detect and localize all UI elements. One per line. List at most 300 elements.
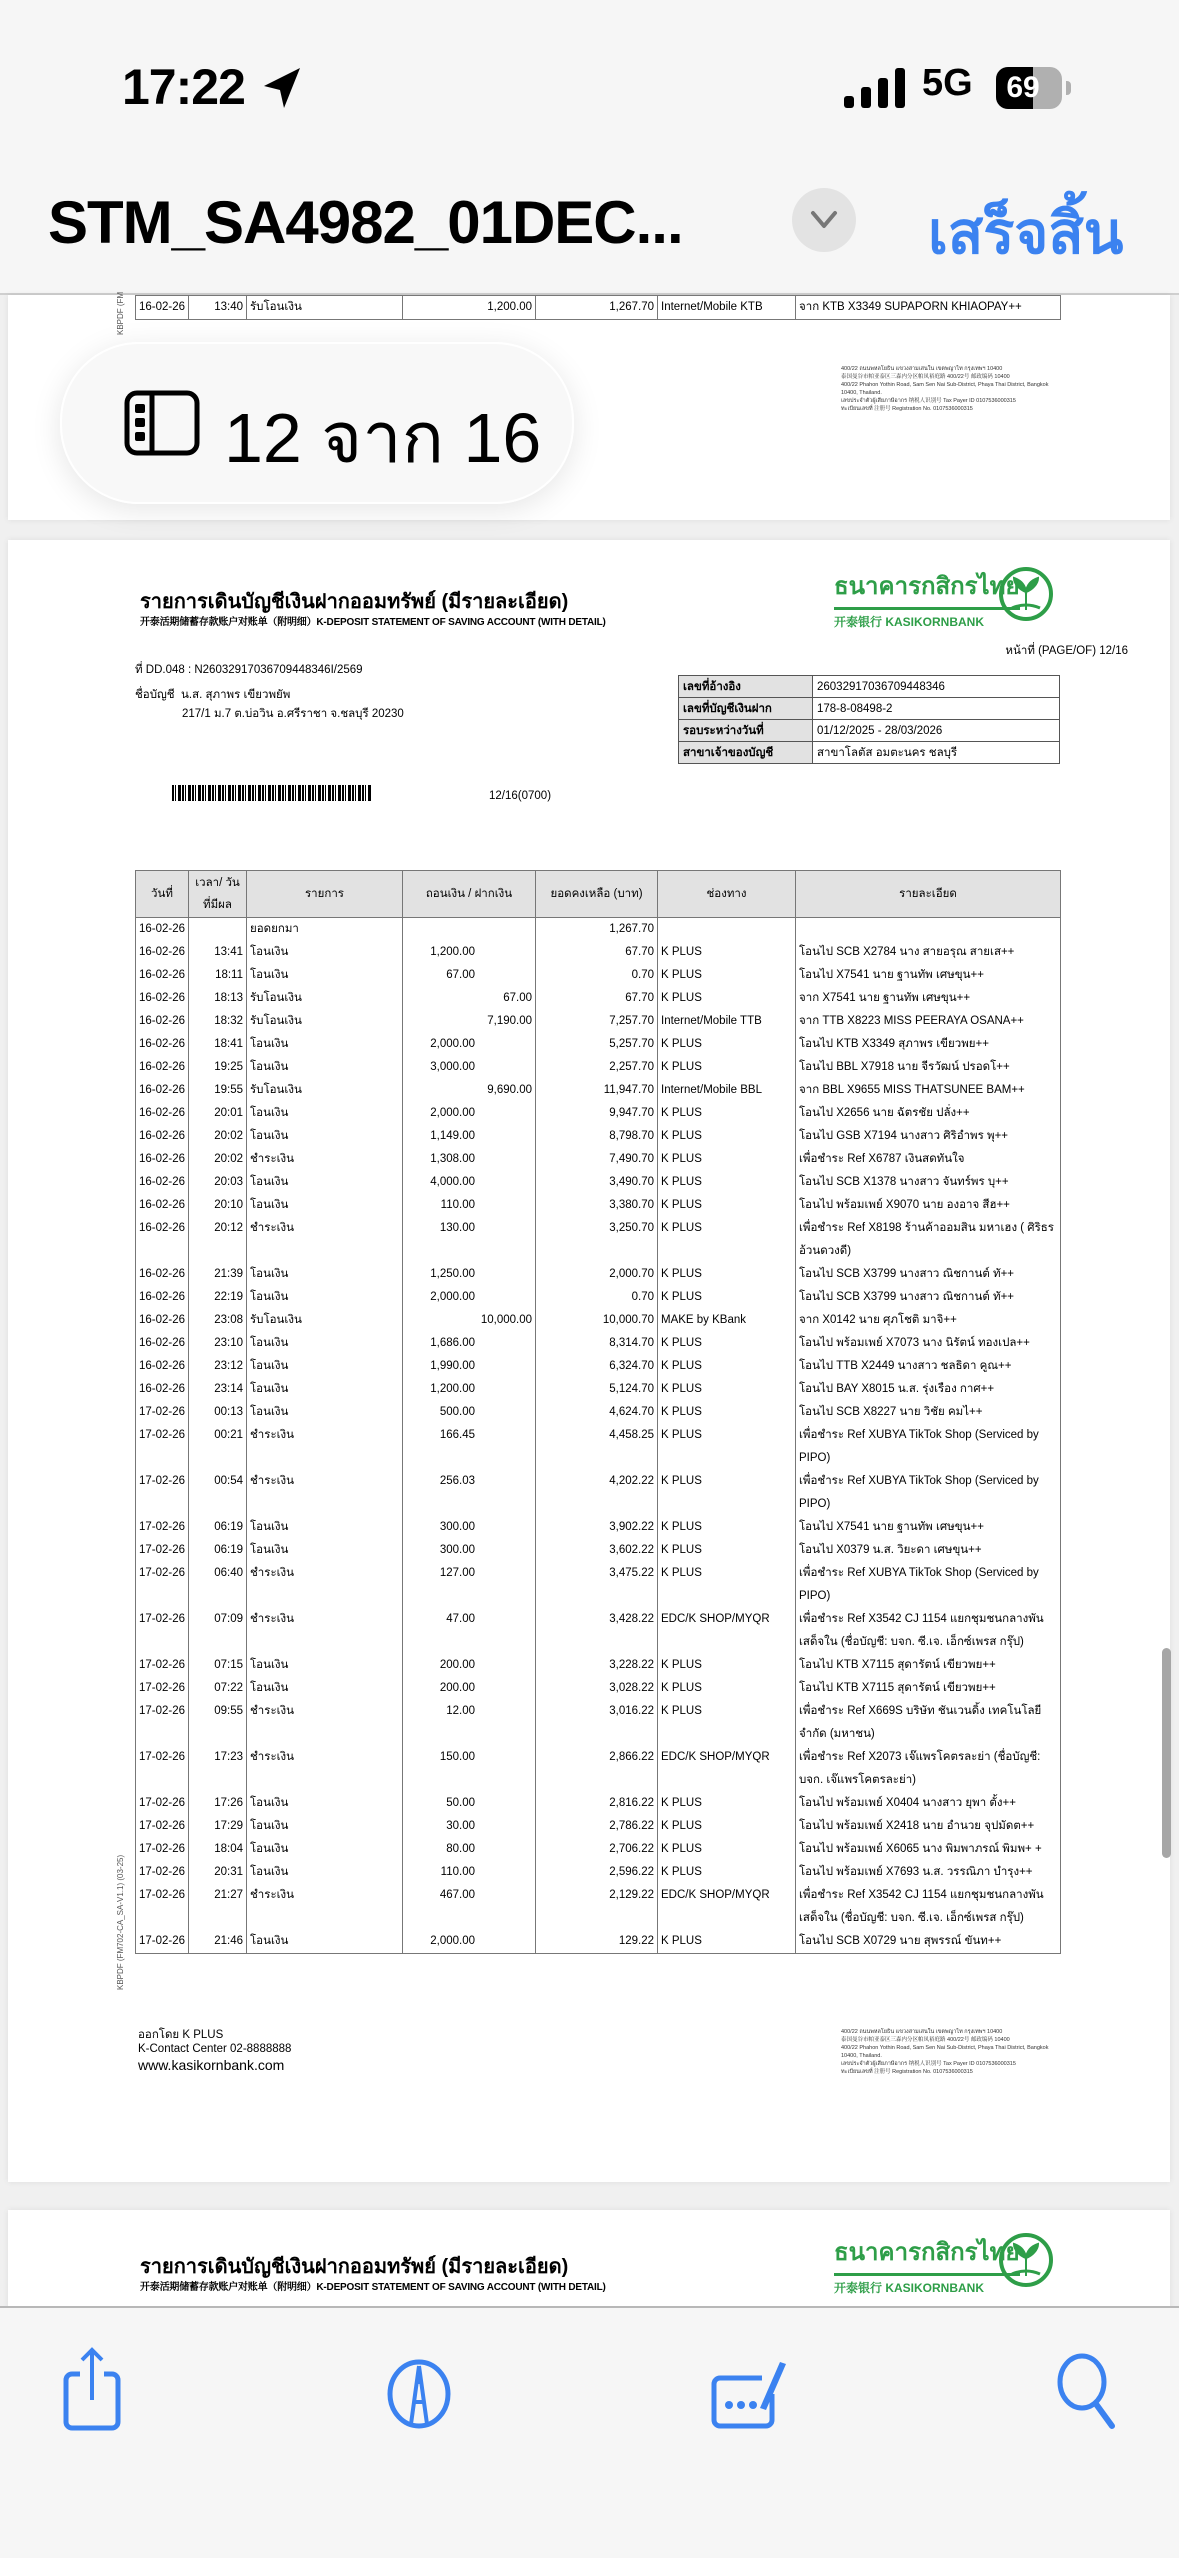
cell-amount: 467.00: [403, 1884, 536, 1930]
share-icon: [50, 2344, 140, 2434]
col-amount: ถอนเงิน / ฝากเงิน: [403, 871, 536, 918]
cell-type: โอนเงิน: [247, 1171, 403, 1194]
cell-channel: K PLUS: [658, 1562, 796, 1608]
cell-amount: 3,000.00: [403, 1056, 536, 1079]
cell-channel: K PLUS: [658, 1355, 796, 1378]
cell-time: 23:08: [189, 1309, 247, 1332]
cell-time: 20:01: [189, 1102, 247, 1125]
cell-time: 23:14: [189, 1378, 247, 1401]
cell-channel: K PLUS: [658, 1654, 796, 1677]
cell-type: โอนเงิน: [247, 1056, 403, 1079]
cell-type: โอนเงิน: [247, 1516, 403, 1539]
cell-balance: 2,129.22: [536, 1884, 658, 1930]
cell-date: 16-02-26: [136, 1263, 189, 1286]
table-row: [136, 964, 1061, 987]
cell-amount: 200.00: [403, 1654, 536, 1677]
cell-date: 17-02-26: [136, 1746, 189, 1792]
cell-detail: โอนไป พร้อมเพย์ X6065 นาง พิมพาภรณ์ พิมพ+ +: [796, 1838, 1061, 1861]
markup-pen-icon: [375, 2344, 465, 2434]
cell-balance: 3,250.70: [536, 1217, 658, 1263]
cell-type: โอนเงิน: [247, 1033, 403, 1056]
cell-detail: โอนไป SCB X1378 นางสาว จันทร์พร บุ++: [796, 1171, 1061, 1194]
bank-website: www.kasikornbank.com: [138, 2057, 285, 2073]
cell-amount: 67.00: [403, 987, 536, 1010]
cell-detail: จาก TTB X8223 MISS PEERAYA OSANA++: [796, 1010, 1061, 1033]
table-row: [136, 1562, 1061, 1608]
cell-detail: โอนไป GSB X7194 นางสาว ศิริอำพร พุ++: [796, 1125, 1061, 1148]
cell-balance: 3,490.70: [536, 1171, 658, 1194]
cell-type: ชำระเงิน: [247, 1608, 403, 1654]
cell-balance: 8,314.70: [536, 1332, 658, 1355]
cell-date: 16-02-26: [136, 1102, 189, 1125]
cell-type: ชำระเงิน: [247, 1700, 403, 1746]
cell-type: รับโอนเงิน: [247, 1309, 403, 1332]
cell-detail: เพื่อชำระ Ref X8198 ร้านค้าออมสิน มหาเฮง ( ศิริธร อ้วนดวงดี): [796, 1217, 1061, 1263]
cell-time: 20:31: [189, 1861, 247, 1884]
cell-amount: 1,308.00: [403, 1148, 536, 1171]
kbank-leaf-logo-icon: [998, 566, 1054, 622]
cell-date: 16-02-26: [136, 1125, 189, 1148]
cell-time: [189, 918, 247, 942]
cell-channel: K PLUS: [658, 1378, 796, 1401]
cell-amount: 1,200.00: [403, 1378, 536, 1401]
cell-channel: K PLUS: [658, 964, 796, 987]
info-row-account-number: เลขที่บัญชีเงินฝาก 178-8-08498-2: [679, 698, 1060, 720]
cell-amount: 2,000.00: [403, 1930, 536, 1954]
cell-channel: K PLUS: [658, 1217, 796, 1263]
cell-type: รับโอนเงิน: [247, 1079, 403, 1102]
cell-time: 20:03: [189, 1171, 247, 1194]
cell-time: 21:27: [189, 1884, 247, 1930]
cell-amount: 7,190.00: [403, 1010, 536, 1033]
cell-channel: K PLUS: [658, 1815, 796, 1838]
form-code: KBPDF (FM702-CA_SA-V1.1) (03-25): [116, 1854, 125, 1990]
cell-balance: 129.22: [536, 1930, 658, 1954]
table-row: [136, 1815, 1061, 1838]
table-row: [136, 987, 1061, 1010]
table-row: [136, 941, 1061, 964]
cell-type: โอนเงิน: [247, 1286, 403, 1309]
document-number: ที่ DD.048 : N26032917036709448346I/2569: [135, 664, 363, 676]
cell-detail: โอนไป SCB X3799 นางสาว ณิชกานต์ ทั++: [796, 1286, 1061, 1309]
bottom-toolbar: [0, 2306, 1179, 2558]
kbank-leaf-logo-icon: [998, 2232, 1054, 2288]
done-button[interactable]: เสร็จสิ้น: [928, 201, 1124, 266]
table-row: [136, 1263, 1061, 1286]
table-header-row: [136, 871, 1061, 918]
document-title[interactable]: STM_SA4982_01DEC...: [48, 189, 683, 256]
cell-type: รับโอนเงิน: [247, 1010, 403, 1033]
issued-by: ออกโดย K PLUS: [138, 2029, 224, 2041]
sidebar-thumbnails-icon: [124, 390, 200, 456]
cell-type: โอนเงิน: [247, 1539, 403, 1562]
table-row: [136, 1516, 1061, 1539]
cell-channel: K PLUS: [658, 1148, 796, 1171]
table-row: [136, 1838, 1061, 1861]
cell-amount: 2,000.00: [403, 1102, 536, 1125]
cell-amount: 110.00: [403, 1194, 536, 1217]
cell-date: 16-02-26: [136, 1171, 189, 1194]
cell-detail: [796, 918, 1061, 942]
cell-balance: 8,798.70: [536, 1125, 658, 1148]
cell-detail: โอนไป KTB X7115 สุดารัตน์ เขียวพย++: [796, 1654, 1061, 1677]
cell-balance: 2,596.22: [536, 1861, 658, 1884]
col-detail: รายละเอียด: [796, 871, 1061, 918]
cell-balance: 4,202.22: [536, 1470, 658, 1516]
col-balance: ยอดคงเหลือ (บาท): [536, 871, 658, 918]
cell-balance: 2,866.22: [536, 1746, 658, 1792]
cell-amount: 2,000.00: [403, 1033, 536, 1056]
cell-time: 19:25: [189, 1056, 247, 1079]
table-row: [136, 1355, 1061, 1378]
bank-address-block: 400/22 ถนนพหลโยธิน แขวงสามเสนใน เขตพญาไท กรุงเทพฯ 10400 泰国曼谷市帕亚泰区三森内分区帕凤裕庭路 400/22号 邮政编码 10400 400/22 Phahon Yothin Road, Sam Sen Nai Sub-District, Phaya Thai District, Bangkok 10400, Thailand. เลขประจำตัวผู้เสียภาษีอากร 纳税人识别号 Tax Payer ID 0107536000315 ทะเบียนเลขที่ 注册号 Registration No. 0107536000315: [841, 366, 1049, 412]
col-type: รายการ: [247, 871, 403, 918]
cell-type: โอนเงิน: [247, 1401, 403, 1424]
cell-date: 17-02-26: [136, 1884, 189, 1930]
cell-amount: 1,686.00: [403, 1332, 536, 1355]
cell-amount: 300.00: [403, 1539, 536, 1562]
barcode: [172, 785, 372, 801]
cell-type: โอนเงิน: [247, 1263, 403, 1286]
cell-time: 00:21: [189, 1424, 247, 1470]
cell-balance: 9,947.70: [536, 1102, 658, 1125]
cell-balance: 2,786.22: [536, 1815, 658, 1838]
table-row: [136, 1079, 1061, 1102]
cell-date: 17-02-26: [136, 1424, 189, 1470]
cell-time: 09:55: [189, 1700, 247, 1746]
cell-channel: K PLUS: [658, 987, 796, 1010]
cell-type: โอนเงิน: [247, 1332, 403, 1355]
cell-date: 17-02-26: [136, 1562, 189, 1608]
cell-type: ชำระเงิน: [247, 1746, 403, 1792]
battery-tip: [1066, 81, 1071, 95]
barcode-text: 12/16(0700): [489, 790, 552, 802]
table-row: [136, 1033, 1061, 1056]
cell-detail: โอนไป พร้อมเพย์ X7693 น.ส. วรรณิภา บำรุง++: [796, 1861, 1061, 1884]
account-holder-name: น.ส. สุภาพร เขียวพยัพ: [181, 689, 291, 701]
table-row: [136, 1148, 1061, 1171]
cell-detail: เพื่อชำระ Ref XUBYA TikTok Shop (Serviced by PIPO): [796, 1470, 1061, 1516]
cell-type: ยอดยกมา: [247, 918, 403, 942]
cell-time: 18:11: [189, 964, 247, 987]
cell-date: 17-02-26: [136, 1516, 189, 1539]
cell-date: 17-02-26: [136, 1861, 189, 1884]
bank-address-block: 400/22 ถนนพหลโยธิน แขวงสามเสนใน เขตพญาไท กรุงเทพฯ 10400 泰国曼谷市帕亚泰区三森内分区帕凤裕庭路 400/22号 邮政编码 10400 400/22 Phahon Yothin Road, Sam Sen Nai Sub-District, Phaya Thai District, Bangkok 10400, Thailand. เลขประจำตัวผู้เสียภาษีอากร 纳税人识别号 Tax Payer ID 0107536000315 ทะเบียนเลขที่ 注册号 Registration No. 0107536000315: [841, 2029, 1049, 2075]
status-time: 17:22: [122, 59, 245, 115]
markup-button[interactable]: [375, 2344, 465, 2434]
cell-amount: 150.00: [403, 1746, 536, 1792]
cell-balance: 3,428.22: [536, 1608, 658, 1654]
cell-time: 20:12: [189, 1217, 247, 1263]
cell-detail: โอนไป พร้อมเพย์ X2418 นาย อำนวย จุปมัดต++: [796, 1815, 1061, 1838]
cell-date: 16-02-26: [136, 987, 189, 1010]
cell-balance: 67.70: [536, 987, 658, 1010]
cell-date: 17-02-26: [136, 1539, 189, 1562]
cell-balance: 1,267.70: [536, 918, 658, 942]
bank-logo: [834, 566, 1020, 630]
cell-detail: เพื่อชำระ Ref X3542 CJ 1154 แยกชุมชนกลางพันเสด็จใน (ชื่อบัญชี: บจก. ซี.เจ. เอ็กซ์เพรส กรุ๊ป): [796, 1608, 1061, 1654]
table-row: [136, 1746, 1061, 1792]
cell-channel: K PLUS: [658, 1056, 796, 1079]
cell-amount: 1,149.00: [403, 1125, 536, 1148]
statement-title: รายการเดินบัญชีเงินฝากออมทรัพย์ (มีรายละเอียด): [140, 2256, 569, 2278]
bank-name-en: 开泰银行 KASIKORNBANK: [834, 615, 985, 629]
cell-type: ชำระเงิน: [247, 1217, 403, 1263]
page-of-label: หน้าที่ (PAGE/OF) 12/16: [1005, 645, 1128, 657]
cell-time: 23:12: [189, 1355, 247, 1378]
cell-channel: K PLUS: [658, 1171, 796, 1194]
cell-date: 17-02-26: [136, 1608, 189, 1654]
cell-amount: 2,000.00: [403, 1286, 536, 1309]
cell-time: 20:10: [189, 1194, 247, 1217]
table-row: [136, 1378, 1061, 1401]
cell-detail: โอนไป KTB X3349 สุภาพร เขียวพย++: [796, 1033, 1061, 1056]
cell-channel: K PLUS: [658, 1401, 796, 1424]
account-address: 217/1 ม.7 ต.บ่อวิน อ.ศรีราชา จ.ชลบุรี 20230: [182, 708, 404, 720]
table-row: [136, 1171, 1061, 1194]
cell-time: 06:19: [189, 1539, 247, 1562]
cell-channel: Internet/Mobile TTB: [658, 1010, 796, 1033]
statement-subtitle: 开泰活期储蓄存款账户对账单（附明细）K-DEPOSIT STATEMENT OF SAVING ACCOUNT (WITH DETAIL): [140, 617, 606, 628]
table-row: [136, 1286, 1061, 1309]
cell-amount: 127.00: [403, 1562, 536, 1608]
cell-date: 16-02-26: [136, 941, 189, 964]
cell-date: 17-02-26: [136, 1815, 189, 1838]
table-row: [136, 1608, 1061, 1654]
cell-time: 20:02: [189, 1125, 247, 1148]
location-arrow-icon: [262, 66, 302, 110]
table-row: [136, 1539, 1061, 1562]
cell-detail: เพื่อชำระ Ref X3542 CJ 1154 แยกชุมชนกลางพันเสด็จใน (ชื่อบัญชี: บจก. ซี.เจ. เอ็กซ์เพรส กรุ๊ป): [796, 1884, 1061, 1930]
cell-amount: 1,990.00: [403, 1355, 536, 1378]
cell-channel: K PLUS: [658, 1125, 796, 1148]
search-icon: [1050, 2344, 1140, 2434]
cell-time: 06:40: [189, 1562, 247, 1608]
contact-center: K-Contact Center 02-8888888: [138, 2043, 292, 2055]
col-channel: ช่องทาง: [658, 871, 796, 918]
chevron-down-icon: [810, 210, 838, 230]
cell-date: 16-02-26: [136, 1194, 189, 1217]
cell-time: 21:46: [189, 1930, 247, 1954]
cell-date: 17-02-26: [136, 1654, 189, 1677]
cell-balance: 0.70: [536, 1286, 658, 1309]
cell-amount: 50.00: [403, 1792, 536, 1815]
cell-channel: K PLUS: [658, 1677, 796, 1700]
cell-type: โอนเงิน: [247, 1355, 403, 1378]
cell-time: 17:29: [189, 1815, 247, 1838]
cell-channel: K PLUS: [658, 1930, 796, 1954]
col-date: วันที่: [136, 871, 189, 918]
cell-detail: โอนไป X2656 นาย ฉัตรชัย ปลั่ง++: [796, 1102, 1061, 1125]
cell-balance: 3,380.70: [536, 1194, 658, 1217]
table-row: [136, 1217, 1061, 1263]
cell-amount: 12.00: [403, 1700, 536, 1746]
cell-date: 16-02-26: [136, 964, 189, 987]
cell-date: 16-02-26: [136, 1010, 189, 1033]
cell-amount: 256.03: [403, 1470, 536, 1516]
cell-detail: โอนไป พร้อมเพย์ X7073 นาง นิรัตน์ ทองเปล++: [796, 1332, 1061, 1355]
table-row: [136, 1332, 1061, 1355]
col-time: เวลา/ วันที่มีผล: [189, 871, 247, 918]
cell-channel: MAKE by KBank: [658, 1309, 796, 1332]
cell-balance: 3,602.22: [536, 1539, 658, 1562]
cell-channel: K PLUS: [658, 1102, 796, 1125]
info-row-branch: สาขาเจ้าของบัญชี สาขาโลตัส อมตะนคร ชลบุรี: [679, 742, 1060, 764]
cell-detail: จาก X0142 นาย ศุภโชติ มาจิ++: [796, 1309, 1061, 1332]
table-row: [136, 1470, 1061, 1516]
account-info-table: [678, 675, 1060, 764]
cell-balance: 5,124.70: [536, 1378, 658, 1401]
cell-time: 17:26: [189, 1792, 247, 1815]
form-code: KBPDF (FM: [116, 291, 125, 335]
cell-balance: 67.70: [536, 941, 658, 964]
cell-channel: EDC/K SHOP/MYQR: [658, 1608, 796, 1654]
cell-channel: EDC/K SHOP/MYQR: [658, 1884, 796, 1930]
transactions-table: [135, 870, 1061, 1954]
cell-detail: เพื่อชำระ Ref X6787 เงินสดทันใจ: [796, 1148, 1061, 1171]
cell-date: 16-02-26: [136, 918, 189, 942]
cell-channel: K PLUS: [658, 1033, 796, 1056]
cell-channel: K PLUS: [658, 1700, 796, 1746]
table-row: [136, 1654, 1061, 1677]
cell-date: 16-02-26: [136, 1355, 189, 1378]
cell-amount: 67.00: [403, 964, 536, 987]
table-row: [136, 1677, 1061, 1700]
bank-name-th: ธนาคารกสิกรไทย: [834, 2232, 1020, 2276]
next-page: [8, 2210, 1170, 2310]
cell-channel: K PLUS: [658, 1861, 796, 1884]
cell-date: 16-02-26: [136, 1148, 189, 1171]
share-button[interactable]: [50, 2344, 140, 2434]
table-row: [136, 1056, 1061, 1079]
table-row: [136, 1700, 1061, 1746]
cell-type: ชำระเงิน: [247, 1562, 403, 1608]
page-indicator-pill[interactable]: [60, 342, 574, 504]
cell-balance: 2,706.22: [536, 1838, 658, 1861]
cell-channel: K PLUS: [658, 1516, 796, 1539]
cell-time: 18:13: [189, 987, 247, 1010]
fill-and-sign-icon: [700, 2344, 800, 2434]
info-row-period: รอบระหว่างวันที่ 01/12/2025 - 28/03/2026: [679, 720, 1060, 742]
cell-time: 13:41: [189, 941, 247, 964]
cell-amount: 47.00: [403, 1608, 536, 1654]
cell-detail: เพื่อชำระ Ref X669S บริษัท ชันเวนดิ้ง เทคโนโลยี จำกัด (มหาชน): [796, 1700, 1061, 1746]
cell-date: 17-02-26: [136, 1470, 189, 1516]
cell-channel: K PLUS: [658, 1838, 796, 1861]
cell-time: 06:19: [189, 1516, 247, 1539]
cell-detail: โอนไป X7541 นาย ฐานทัพ เศษขุน++: [796, 964, 1061, 987]
cell-type: โอนเงิน: [247, 1792, 403, 1815]
table-row: [136, 1010, 1061, 1033]
cell-date: 17-02-26: [136, 1700, 189, 1746]
cell-channel: K PLUS: [658, 1424, 796, 1470]
battery-percent: 69: [1006, 71, 1040, 104]
cell-channel: K PLUS: [658, 1792, 796, 1815]
cell-date: 17-02-26: [136, 1401, 189, 1424]
cell-time: 21:39: [189, 1263, 247, 1286]
cell-channel: K PLUS: [658, 1332, 796, 1355]
cell-balance: 2,816.22: [536, 1792, 658, 1815]
cell-balance: 4,458.25: [536, 1424, 658, 1470]
vertical-scrollbar[interactable]: [1162, 1648, 1171, 1858]
battery-icon: [996, 67, 1062, 109]
table-row: [136, 1125, 1061, 1148]
cell-amount: 30.00: [403, 1815, 536, 1838]
cell-balance: 3,228.22: [536, 1654, 658, 1677]
cell-type: โอนเงิน: [247, 1125, 403, 1148]
cell-amount: 110.00: [403, 1861, 536, 1884]
cell-channel: EDC/K SHOP/MYQR: [658, 1746, 796, 1792]
cell-detail: โอนไป SCB X2784 นาง สายอรุณ สายเส++: [796, 941, 1061, 964]
cell-time: 00:54: [189, 1470, 247, 1516]
table-row: [136, 1309, 1061, 1332]
table-row: [136, 1884, 1061, 1930]
cell-amount: 1,200.00: [403, 941, 536, 964]
bank-name-en: 开泰银行 KASIKORNBANK: [834, 2281, 985, 2295]
cell-channel: [658, 918, 796, 942]
cell-time: 18:32: [189, 1010, 247, 1033]
cell-type: ชำระเงิน: [247, 1470, 403, 1516]
cell-time: 20:02: [189, 1148, 247, 1171]
table-row: [136, 1424, 1061, 1470]
cell-detail: เพื่อชำระ Ref XUBYA TikTok Shop (Serviced by PIPO): [796, 1562, 1061, 1608]
cellular-signal-icon: [844, 68, 906, 108]
cell-type: โอนเงิน: [247, 1378, 403, 1401]
cell-type: โอนเงิน: [247, 1861, 403, 1884]
cell-detail: โอนไป X0379 น.ส. วิยะดา เศษขุน++: [796, 1539, 1061, 1562]
cell-type: ชำระเงิน: [247, 1148, 403, 1171]
cell-balance: 3,475.22: [536, 1562, 658, 1608]
cell-detail: โอนไป TTB X2449 นางสาว ชลธิดา คูณ++: [796, 1355, 1061, 1378]
cell-amount: 500.00: [403, 1401, 536, 1424]
network-type: 5G: [922, 62, 973, 104]
fill-and-sign-button[interactable]: [700, 2344, 790, 2434]
cell-detail: จาก X7541 นาย ฐานทัพ เศษขุน++: [796, 987, 1061, 1010]
title-menu-button[interactable]: [792, 188, 856, 252]
cell-type: โอนเงิน: [247, 1815, 403, 1838]
cell-amount: 300.00: [403, 1516, 536, 1539]
info-row-reference: เลขที่อ้างอิง 26032917036709448346: [679, 676, 1060, 698]
cell-date: 16-02-26: [136, 1286, 189, 1309]
cell-amount: 9,690.00: [403, 1079, 536, 1102]
cell-amount: 10,000.00: [403, 1309, 536, 1332]
cell-time: 00:13: [189, 1401, 247, 1424]
cell-type: รับโอนเงิน: [247, 987, 403, 1010]
cell-detail: โอนไป พร้อมเพย์ X9070 นาย องอาจ สีฮ++: [796, 1194, 1061, 1217]
cell-type: ชำระเงิน: [247, 1884, 403, 1930]
cell-amount: [403, 918, 536, 942]
cell-detail: โอนไป BAY X8015 น.ส. รุ่งเรือง กาศ++: [796, 1378, 1061, 1401]
cell-balance: 2,257.70: [536, 1056, 658, 1079]
cell-type: โอนเงิน: [247, 1677, 403, 1700]
cell-type: โอนเงิน: [247, 1102, 403, 1125]
cell-time: 19:55: [189, 1079, 247, 1102]
cell-balance: 7,490.70: [536, 1148, 658, 1171]
cell-detail: จาก BBL X9655 MISS THATSUNEE BAM++: [796, 1079, 1061, 1102]
cell-channel: K PLUS: [658, 1263, 796, 1286]
cell-channel: K PLUS: [658, 941, 796, 964]
cell-amount: 130.00: [403, 1217, 536, 1263]
cell-amount: 166.45: [403, 1424, 536, 1470]
table-row: [136, 1401, 1061, 1424]
search-button[interactable]: [1050, 2344, 1140, 2434]
cell-type: โอนเงิน: [247, 1838, 403, 1861]
cell-balance: 0.70: [536, 964, 658, 987]
account-name-line: ชื่อบัญชี น.ส. สุภาพร เขียวพยัพ: [135, 689, 291, 701]
cell-balance: 6,324.70: [536, 1355, 658, 1378]
prev-page-table: [135, 295, 1061, 320]
table-row: [136, 918, 1061, 942]
